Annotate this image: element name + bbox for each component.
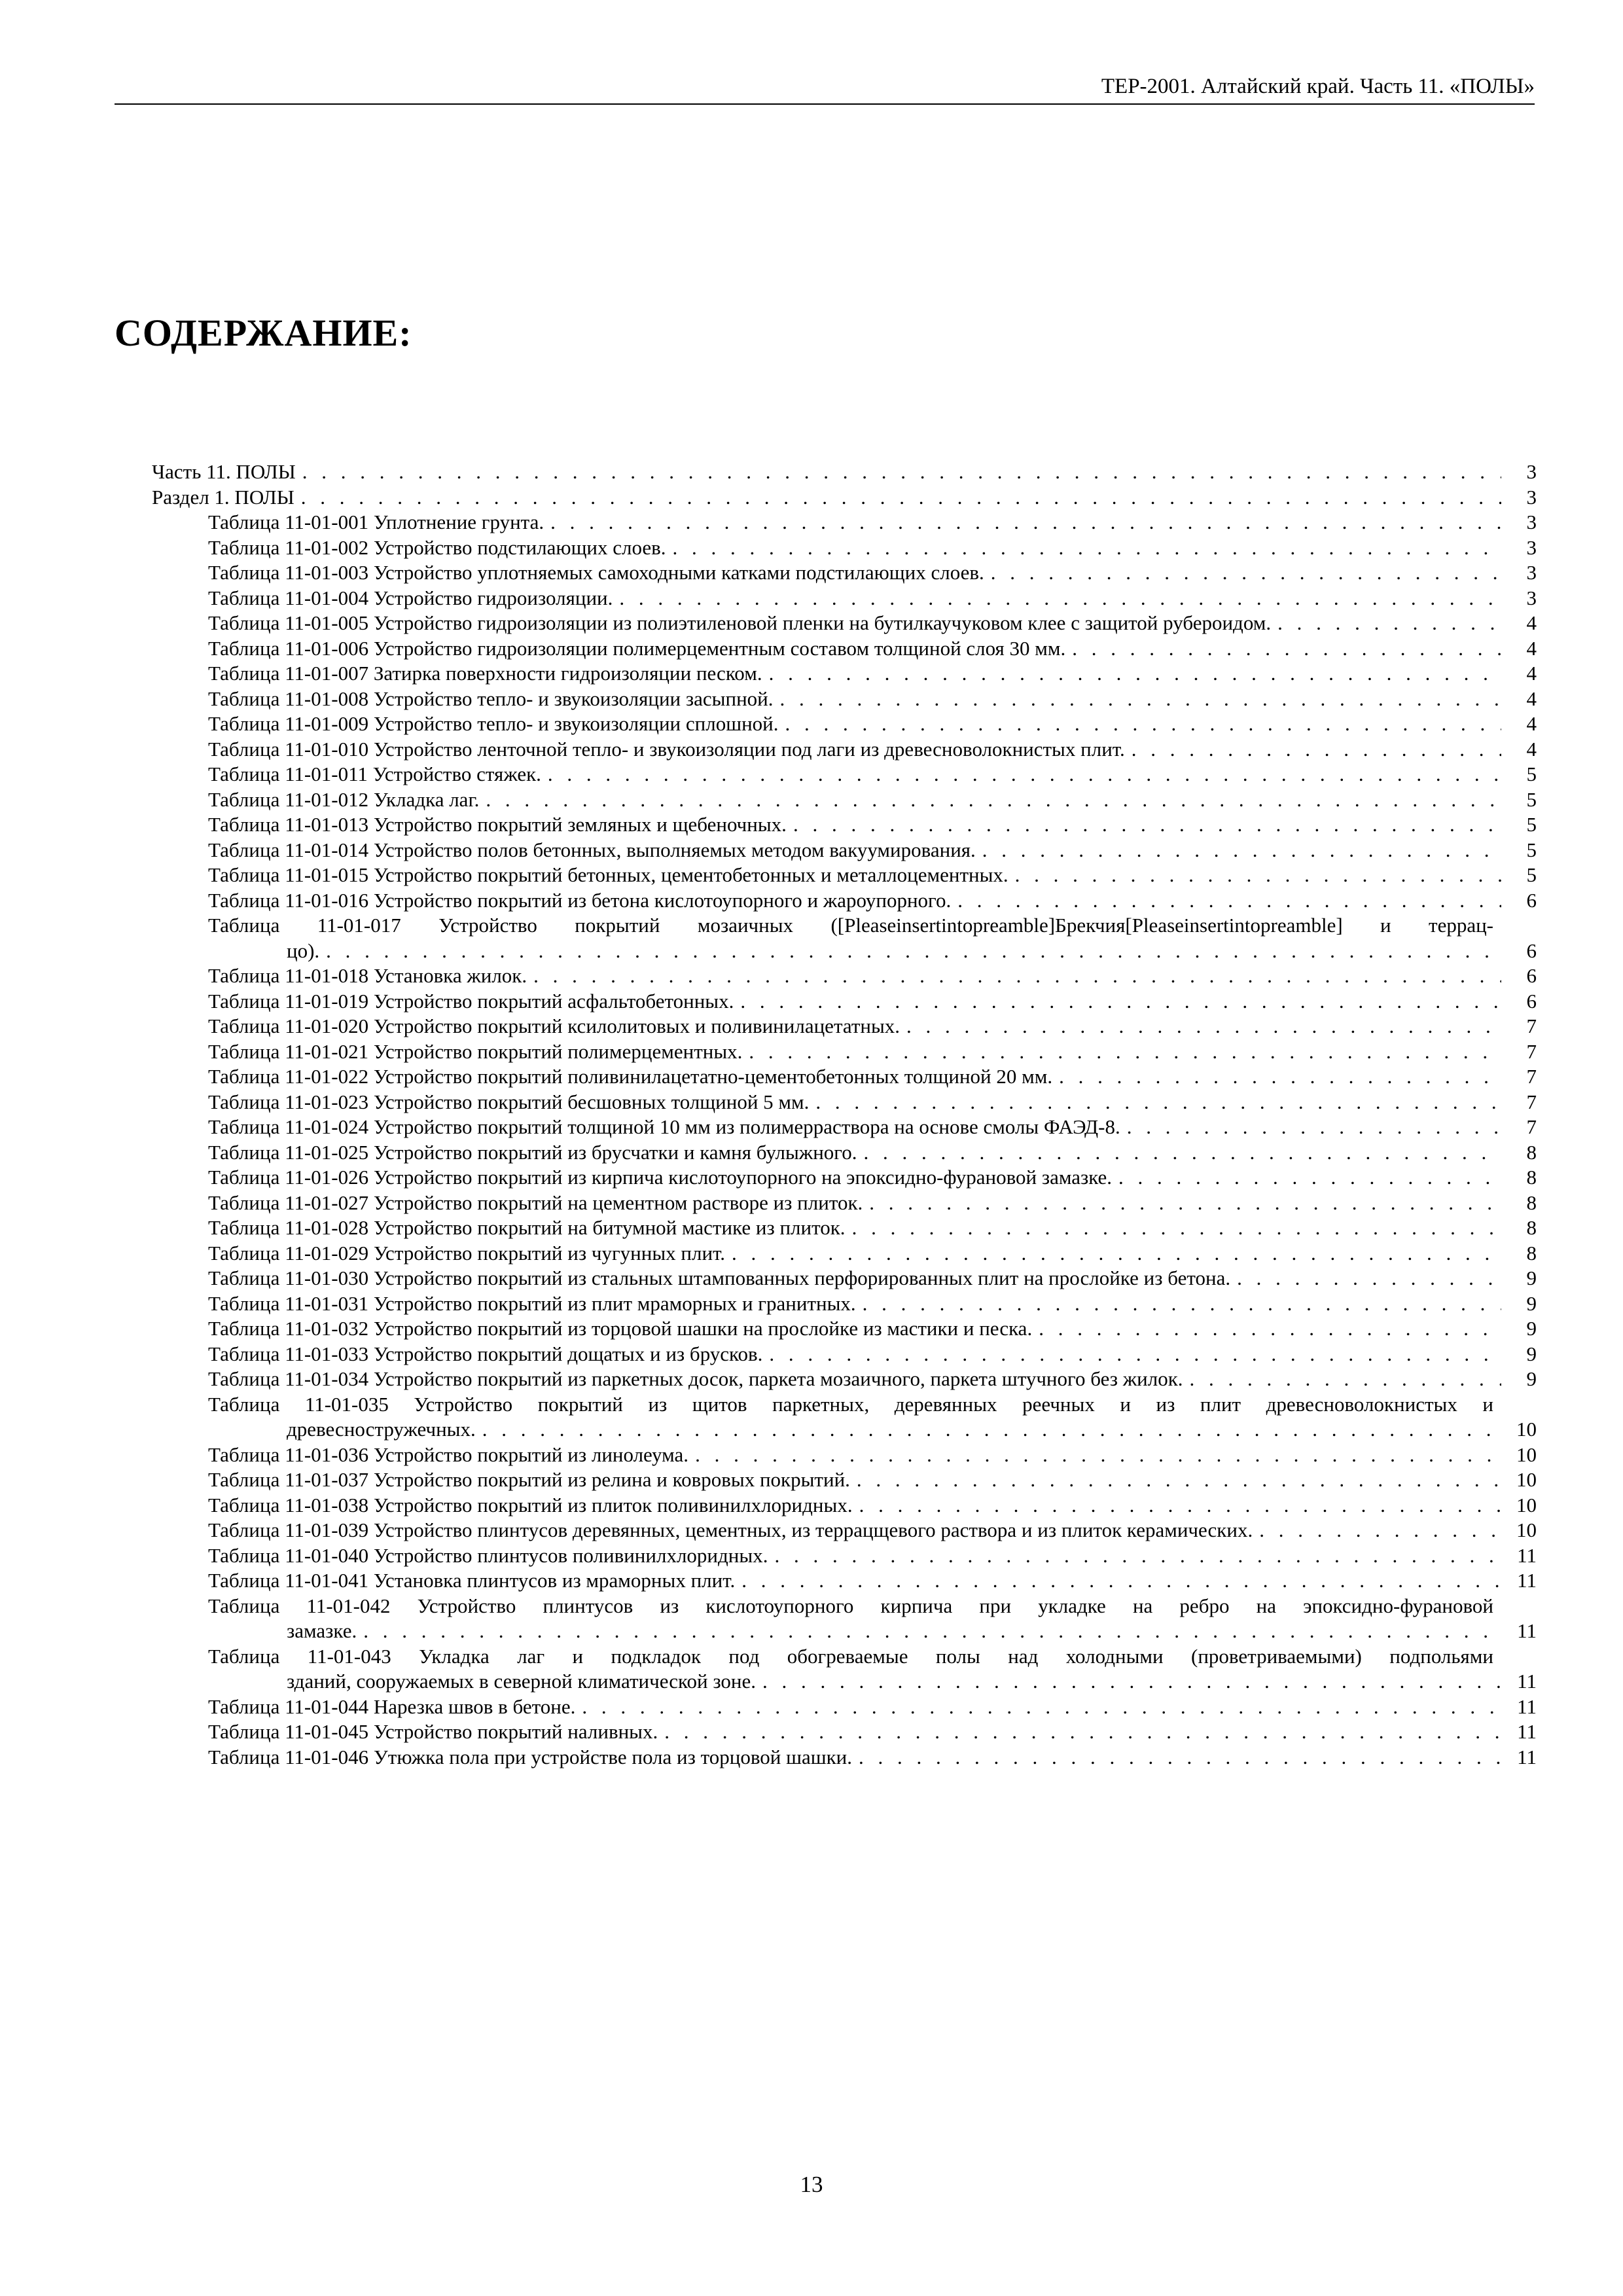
dot-leader (1052, 1064, 1501, 1090)
toc-page-number: 4 (1526, 737, 1537, 761)
toc-entry[interactable] (152, 737, 1537, 762)
page-title: СОДЕРЖАНИЕ: (115, 312, 412, 354)
dot-leader (294, 485, 1501, 511)
toc-page-number: 4 (1526, 662, 1537, 685)
dot-leader (1230, 1266, 1501, 1291)
toc-page-number: 6 (1526, 888, 1537, 912)
toc-page-number: 11 (1517, 1745, 1537, 1768)
toc-entry-text: Таблица 11-01-037 Устройство покрытий из релина и ковровых покрытий. (208, 1468, 850, 1491)
toc-entry[interactable] (152, 1695, 1537, 1720)
toc-entry[interactable] (152, 863, 1537, 888)
dot-leader (666, 535, 1501, 561)
toc-page-number: 4 (1526, 611, 1537, 634)
toc-entry-text: Таблица 11-01-013 Устройство покрытий земляных и щебеночных. (208, 813, 787, 836)
toc-entry-text: Таблица 11-01-025 Устройство покрытий из брусчатки и камня булыжного. (208, 1140, 857, 1164)
toc-page-number: 7 (1526, 1014, 1537, 1037)
toc-page-number: 3 (1526, 485, 1537, 509)
toc-page-number: 8 (1526, 1166, 1537, 1189)
toc-entry-text: Таблица 11-01-020 Устройство покрытий ксилолитовых и поливинилацетатных. (208, 1014, 901, 1037)
toc-entry[interactable] (152, 661, 1537, 687)
toc-page-number: 9 (1526, 1266, 1537, 1289)
dot-leader (900, 1014, 1501, 1039)
toc-entry-text: Таблица 11-01-030 Устройство покрытий из стальных штампованных перфорированных плит на прослойке из бетона. (208, 1266, 1231, 1289)
toc-page-number: 9 (1526, 1291, 1537, 1315)
toc-entry-text-continued: древесностружечных. (287, 1418, 476, 1441)
dot-leader (575, 1695, 1501, 1720)
toc-page-number: 10 (1516, 1493, 1537, 1516)
toc-entry[interactable] (152, 1140, 1537, 1166)
dot-leader (742, 1039, 1501, 1065)
toc-entry-text: Таблица 11-01-031 Устройство покрытий из плит мраморных и гранитных. (208, 1291, 856, 1315)
toc-page-number: 3 (1526, 535, 1537, 559)
toc-entry-text: Таблица 11-01-036 Устройство покрытий из линолеума. (208, 1443, 689, 1466)
toc-entry[interactable] (152, 989, 1537, 1014)
toc-entry-text: Таблица 11-01-024 Устройство покрытий толщиной 10 мм из полимерраствора на основе смолы ФАЭД-8. (208, 1115, 1120, 1138)
toc-page-number: 6 (1526, 964, 1537, 987)
toc-entry-text: Таблица 11-01-014 Устройство полов бетонных, выполняемых методом вакуумирования. (208, 838, 976, 861)
toc-page-number: 11 (1517, 1720, 1537, 1743)
toc-page-number: 3 (1526, 460, 1537, 483)
toc-page-number: 11 (1517, 1695, 1537, 1718)
toc-page-number: 3 (1526, 511, 1537, 533)
toc-entry-text: Таблица 11-01-033 Устройство покрытий дощатых и из брусков. (208, 1342, 763, 1365)
toc-page-number: 7 (1526, 1090, 1537, 1113)
dot-leader (984, 560, 1501, 586)
toc-entry-text: Таблица 11-01-029 Устройство покрытий из чугунных плит. (208, 1241, 726, 1265)
dot-leader (1125, 737, 1501, 762)
dot-leader (476, 1417, 1501, 1443)
toc-page-number: 11 (1517, 1670, 1537, 1693)
toc-entry-text-continued: цо). (287, 939, 320, 962)
toc-entry[interactable] (152, 1039, 1537, 1065)
toc-entry-text: Таблица 11-01-001 Уплотнение грунта. (208, 511, 544, 533)
dot-leader (857, 1140, 1502, 1166)
toc-page-number: 11 (1517, 1543, 1537, 1567)
toc-entry[interactable] (152, 1467, 1537, 1493)
dot-leader (479, 787, 1501, 813)
dot-leader (1253, 1518, 1501, 1543)
toc-entry[interactable] (152, 535, 1537, 561)
toc-entry-text: Таблица 11-01-005 Устройство гидроизоляции из полиэтиленовой пленки на бутилкаучуковом клее с защитой рубероидом. (208, 611, 1272, 634)
toc-entry-text: Таблица 11-01-009 Устройство тепло- и звукоизоляции сплошной. (208, 712, 779, 735)
toc-entry[interactable] (152, 1241, 1537, 1266)
toc-entry-text: Таблица 11-01-015 Устройство покрытий бетонных, цементобетонных и металлоцементных. (208, 863, 1008, 886)
dot-leader (319, 939, 1501, 964)
toc-entry-text: Таблица 11-01-045 Устройство покрытий наливных. (208, 1720, 658, 1743)
toc-page-number: 7 (1526, 1065, 1537, 1088)
toc-entry[interactable] (152, 711, 1537, 737)
toc-entry[interactable] (152, 963, 1537, 989)
toc-entry[interactable] (152, 1090, 1537, 1115)
toc-page-number: 5 (1526, 838, 1537, 861)
toc-page-number: 11 (1517, 1619, 1537, 1642)
toc-entry-text: Таблица 11-01-002 Устройство подстилающих слоев. (208, 535, 666, 559)
dot-leader (1271, 611, 1501, 636)
toc-page-number: 8 (1526, 1216, 1537, 1239)
toc-entries (152, 510, 1537, 1770)
dot-leader (725, 1241, 1501, 1266)
toc-entry-text: Таблица 11-01-017 Устройство покрытий мозаичных ([Pleaseinsertintopreamble]Брекчия[Pleaseinsertintopreamble] и террац- (208, 914, 1493, 937)
toc-page-number: 5 (1526, 863, 1537, 886)
dot-leader (544, 510, 1501, 535)
toc-entry[interactable] (152, 1291, 1537, 1317)
toc-entry-text: Часть 11. ПОЛЫ (152, 460, 296, 483)
toc-page-number: 4 (1526, 636, 1537, 660)
dot-leader (762, 1342, 1501, 1367)
toc-entry[interactable] (152, 888, 1537, 914)
toc-entry-text: Таблица 11-01-004 Устройство гидроизоляции. (208, 586, 613, 609)
toc-entry-text: Таблица 11-01-012 Укладка лаг. (208, 787, 480, 811)
dot-leader (658, 1719, 1501, 1745)
toc-entry[interactable] (152, 1115, 1537, 1140)
toc-entry-text: Таблица 11-01-008 Устройство тепло- и звукоизоляции засыпной. (208, 687, 774, 710)
dot-leader (735, 1568, 1501, 1594)
dot-leader (852, 1745, 1501, 1770)
toc-page-number: 4 (1526, 712, 1537, 735)
dot-leader (613, 586, 1501, 611)
toc-entry-text: Таблица 11-01-038 Устройство покрытий из плиток поливинилхлоридных. (208, 1493, 853, 1516)
toc-entry[interactable] (152, 762, 1537, 787)
toc-entry-text: Таблица 11-01-018 Установка жилок. (208, 964, 527, 987)
toc-page-number: 9 (1526, 1342, 1537, 1365)
dot-leader (976, 838, 1501, 863)
dot-leader (357, 1619, 1501, 1644)
toc-entry[interactable] (152, 1064, 1537, 1090)
dot-leader (774, 687, 1501, 712)
toc-entry-text: Таблица 11-01-040 Устройство плинтусов поливинилхлоридных. (208, 1543, 768, 1567)
dot-leader (688, 1443, 1501, 1468)
dot-leader (527, 963, 1501, 989)
toc-entry[interactable] (152, 1644, 1537, 1695)
toc-entry-text: Таблица 11-01-042 Устройство плинтусов из кислотоупорного кирпича при укладке на ребро на эпоксидно-фурановой (208, 1594, 1493, 1617)
toc-entry[interactable] (152, 560, 1537, 586)
toc-entry[interactable] (152, 1392, 1537, 1443)
toc-page-number: 4 (1526, 687, 1537, 710)
toc-entry-text: Таблица 11-01-046 Утюжка пола при устройстве пола из торцовой шашки. (208, 1745, 853, 1768)
toc-entry[interactable] (152, 1719, 1537, 1745)
toc-entry[interactable] (152, 1367, 1537, 1392)
toc-entry[interactable] (152, 1594, 1537, 1644)
toc-entry[interactable] (152, 838, 1537, 863)
toc-page-number: 8 (1526, 1140, 1537, 1164)
toc-page-number: 10 (1516, 1418, 1537, 1441)
toc-page-number: 8 (1526, 1241, 1537, 1265)
toc-entry-text: Таблица 11-01-022 Устройство покрытий поливинилацетатно-цементобетонных толщиной 20 мм. (208, 1065, 1053, 1088)
toc-entry[interactable] (152, 1443, 1537, 1468)
toc-page-number: 9 (1526, 1367, 1537, 1390)
toc-entry[interactable] (152, 636, 1537, 662)
toc-entry-text-continued: замазке. (287, 1619, 357, 1642)
toc-entry[interactable] (152, 1342, 1537, 1367)
toc-entry[interactable] (152, 1215, 1537, 1241)
toc-entry[interactable] (152, 1165, 1537, 1191)
dot-leader (1008, 863, 1501, 888)
dot-leader (846, 1215, 1501, 1241)
toc-entry-text-continued: зданий, сооружаемых в северной климатической зоне. (287, 1670, 756, 1693)
dot-leader (850, 1467, 1501, 1493)
toc-entry-text: Таблица 11-01-006 Устройство гидроизоляции полимерцементным составом толщиной слоя 30 мм. (208, 636, 1066, 660)
page-number: 13 (800, 2172, 823, 2197)
dot-leader (296, 459, 1501, 485)
toc-entry[interactable] (152, 1014, 1537, 1039)
toc-entry-text: Таблица 11-01-010 Устройство ленточной тепло- и звукоизоляции под лаги из древесноволокнистых плит. (208, 737, 1125, 761)
toc-page-number: 10 (1516, 1518, 1537, 1541)
toc-entry-text: Таблица 11-01-003 Устройство уплотняемых самоходными катками подстилающих слоев. (208, 561, 984, 584)
table-of-contents (152, 459, 1537, 1770)
toc-page-number: 6 (1526, 939, 1537, 962)
toc-page-number: 5 (1526, 787, 1537, 811)
dot-leader (1120, 1115, 1501, 1140)
toc-entry-text: Таблица 11-01-016 Устройство покрытий из бетона кислотоупорного и жароупорного. (208, 888, 952, 912)
toc-page-number: 5 (1526, 813, 1537, 836)
running-header: ТЕР-2001. Алтайский край. Часть 11. «ПОЛЫ» (1101, 75, 1535, 98)
toc-entry-text: Таблица 11-01-032 Устройство покрытий из торцовой шашки на прослойке из мастики и песка. (208, 1317, 1033, 1340)
toc-page-number: 3 (1526, 586, 1537, 609)
toc-entry[interactable] (152, 1745, 1537, 1770)
toc-entry[interactable] (152, 812, 1537, 838)
toc-entry[interactable] (152, 687, 1537, 712)
toc-page-number: 10 (1516, 1443, 1537, 1466)
toc-entry-text: Таблица 11-01-039 Устройство плинтусов деревянных, цементных, из террацщевого раствора и из плиток керамических. (208, 1518, 1253, 1541)
dot-leader (853, 1493, 1501, 1518)
toc-entry-text: Таблица 11-01-044 Нарезка швов в бетоне. (208, 1695, 576, 1718)
dot-leader (787, 812, 1501, 838)
toc-entry[interactable] (152, 1191, 1537, 1216)
toc-entry-text: Таблица 11-01-019 Устройство покрытий асфальтобетонных. (208, 989, 734, 1013)
toc-entry[interactable] (152, 1316, 1537, 1342)
toc-entry-section[interactable] (152, 485, 1537, 511)
toc-entry-text: Таблица 11-01-027 Устройство покрытий на цементном растворе из плиток. (208, 1191, 863, 1214)
toc-entry-text: Таблица 11-01-043 Укладка лаг и подкладок под обогреваемые полы над холодными (проветриваемыми) подпольями (208, 1644, 1493, 1668)
dot-leader (734, 989, 1501, 1014)
toc-entry-text: Таблица 11-01-028 Устройство покрытий на битумной мастике из плиток. (208, 1216, 846, 1239)
toc-page-number: 5 (1526, 762, 1537, 785)
toc-entry-text: Раздел 1. ПОЛЫ (152, 485, 294, 509)
toc-page-number: 3 (1526, 561, 1537, 584)
toc-entry-text: Таблица 11-01-007 Затирка поверхности гидроизоляции песком. (208, 662, 762, 685)
dot-leader (951, 888, 1501, 914)
toc-entry[interactable] (152, 1493, 1537, 1518)
toc-entry[interactable] (152, 1543, 1537, 1569)
dot-leader (856, 1291, 1501, 1317)
dot-leader (1065, 636, 1501, 662)
toc-page-number: 9 (1526, 1317, 1537, 1340)
toc-entry[interactable] (152, 611, 1537, 636)
toc-page-number: 8 (1526, 1191, 1537, 1214)
toc-entry[interactable] (152, 1568, 1537, 1594)
header-rule (115, 103, 1535, 105)
dot-leader (756, 1669, 1501, 1695)
toc-entry[interactable] (152, 1266, 1537, 1291)
toc-entry-text: Таблица 11-01-023 Устройство покрытий бесшовных толщиной 5 мм. (208, 1090, 810, 1113)
toc-page-number: 10 (1516, 1468, 1537, 1491)
dot-leader (779, 711, 1501, 737)
toc-entry[interactable] (152, 913, 1537, 963)
toc-entry-text: Таблица 11-01-035 Устройство покрытий из щитов паркетных, деревянных реечных и из плит древесноволокнистых и (208, 1392, 1493, 1416)
dot-leader (863, 1191, 1501, 1216)
dot-leader (541, 762, 1501, 787)
toc-entry[interactable] (152, 1518, 1537, 1543)
toc-entry[interactable] (152, 787, 1537, 813)
dot-leader (768, 1543, 1501, 1569)
dot-leader (809, 1090, 1501, 1115)
toc-entry-part[interactable] (152, 459, 1537, 485)
dot-leader (1032, 1316, 1501, 1342)
toc-entry-text: Таблица 11-01-026 Устройство покрытий из кирпича кислотоупорного на эпоксидно-фурановой замазке. (208, 1166, 1113, 1189)
toc-entry[interactable] (152, 586, 1537, 611)
dot-leader (762, 661, 1501, 687)
toc-entry-text: Таблица 11-01-034 Устройство покрытий из паркетных досок, паркета мозаичного, паркета штучного без жилок. (208, 1367, 1183, 1390)
toc-page-number: 11 (1517, 1569, 1537, 1592)
toc-page-number: 7 (1526, 1115, 1537, 1138)
toc-entry-text: Таблица 11-01-021 Устройство покрытий полимерцементных. (208, 1039, 743, 1063)
toc-entry[interactable] (152, 510, 1537, 535)
dot-leader (1183, 1367, 1502, 1392)
toc-entry-text: Таблица 11-01-041 Установка плинтусов из мраморных плит. (208, 1569, 736, 1592)
toc-page-number: 6 (1526, 989, 1537, 1013)
toc-page-number: 7 (1526, 1039, 1537, 1063)
toc-entry-text: Таблица 11-01-011 Устройство стяжек. (208, 762, 541, 785)
dot-leader (1112, 1165, 1501, 1191)
